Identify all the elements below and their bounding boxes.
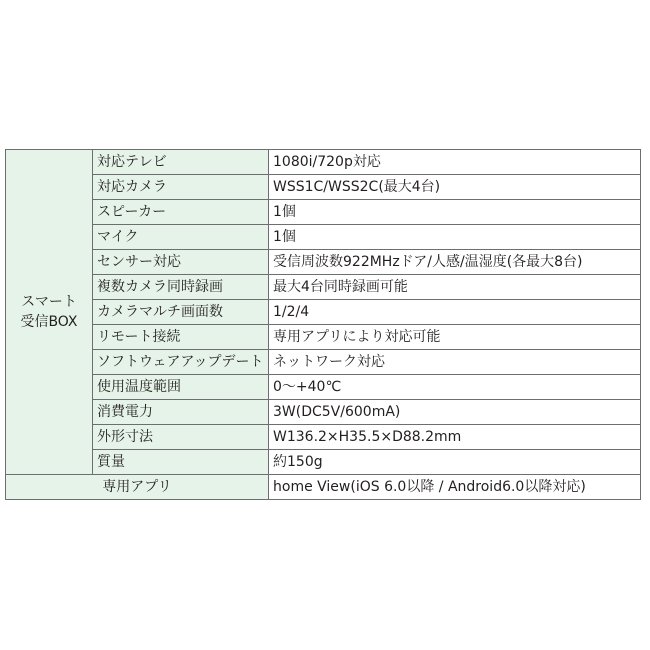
spec-label: リモート接続 xyxy=(93,325,269,350)
table-row xyxy=(6,150,641,175)
table-row xyxy=(6,200,641,225)
table-row xyxy=(6,350,641,375)
spec-value: 最大4台同時録画可能 xyxy=(269,275,641,300)
spec-value: 約150g xyxy=(269,450,641,475)
spec-value: ネットワーク対応 xyxy=(269,350,641,375)
spec-label: 対応カメラ xyxy=(93,175,269,200)
spec-value: 受信周波数922MHzドア/人感/温湿度(各最大8台) xyxy=(269,250,641,275)
table-row xyxy=(6,375,641,400)
spec-value: 0〜+40℃ xyxy=(269,375,641,400)
table-row xyxy=(6,325,641,350)
spec-label: 質量 xyxy=(93,450,269,475)
spec-value: 1個 xyxy=(269,200,641,225)
table-row xyxy=(6,300,641,325)
table-row xyxy=(6,275,641,300)
spec-label: センサー対応 xyxy=(93,250,269,275)
spec-label: 消費電力 xyxy=(93,400,269,425)
table-row xyxy=(6,250,641,275)
spec-label: ソフトウェアアップデート xyxy=(93,350,269,375)
table-row xyxy=(6,450,641,475)
table-row xyxy=(6,400,641,425)
group-label-line2: 受信BOX xyxy=(20,314,78,330)
footer-label: 専用アプリ xyxy=(6,475,269,500)
spec-value: 3W(DC5V/600mA) xyxy=(269,400,641,425)
spec-label: 使用温度範囲 xyxy=(93,375,269,400)
spec-value: 1080i/720p対応 xyxy=(269,150,641,175)
table-row xyxy=(6,175,641,200)
spec-value: 1/2/4 xyxy=(269,300,641,325)
spec-value: WSS1C/WSS2C(最大4台) xyxy=(269,175,641,200)
spec-value: 1個 xyxy=(269,225,641,250)
spec-label: カメラマルチ画面数 xyxy=(93,300,269,325)
spec-label: 複数カメラ同時録画 xyxy=(93,275,269,300)
table-row-footer xyxy=(6,475,641,500)
spec-label: マイク xyxy=(93,225,269,250)
spec-value: 専用アプリにより対応可能 xyxy=(269,325,641,350)
group-label-line1: スマート xyxy=(21,294,77,310)
footer-value: home View(iOS 6.0以降 / Android6.0以降対応) xyxy=(269,475,641,500)
spec-label: スピーカー xyxy=(93,200,269,225)
table-row xyxy=(6,225,641,250)
spec-value: W136.2×H35.5×D88.2mm xyxy=(269,425,641,450)
spec-label: 外形寸法 xyxy=(93,425,269,450)
table-row xyxy=(6,425,641,450)
spec-label: 対応テレビ xyxy=(93,150,269,175)
spec-table xyxy=(5,149,641,500)
group-cell xyxy=(6,150,93,475)
